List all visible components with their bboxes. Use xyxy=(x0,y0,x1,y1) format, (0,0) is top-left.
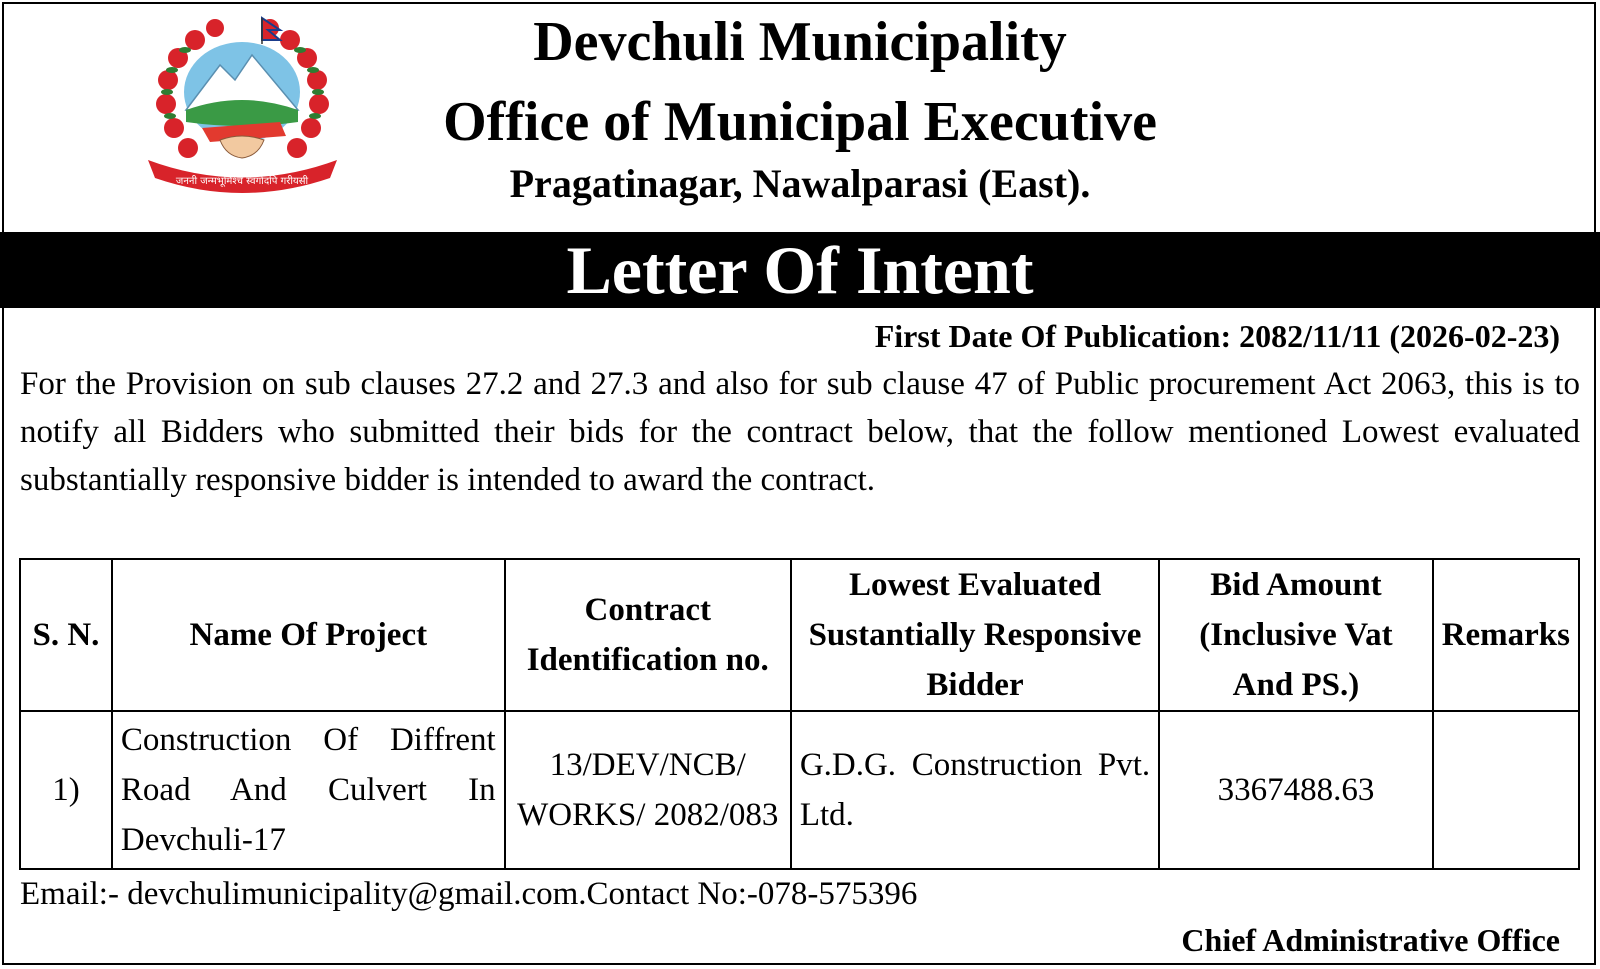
cell-remarks xyxy=(1433,711,1579,869)
table-row xyxy=(20,711,1579,869)
municipality-name: Devchuli Municipality xyxy=(533,11,1067,73)
col-header-remarks: Remarks xyxy=(1433,559,1579,711)
col-header-project: Name Of Project xyxy=(112,559,505,711)
emblem-motto: जननी जन्मभूमिश्च स्वर्गादपि गरीयसी xyxy=(175,176,309,187)
col-header-contract-id: Contract Identification no. xyxy=(505,559,791,711)
office-name: Office of Municipal Executive xyxy=(443,91,1157,153)
cell-contract-id: 13/DEV/NCB/ WORKS/ 2082/083 xyxy=(505,711,791,869)
table-header-row xyxy=(20,559,1579,711)
office-address: Pragatinagar, Nawalparasi (East). xyxy=(509,161,1091,206)
notice-body: For the Provision on sub clauses 27.2 and 27.3 and also for sub clause 47 of Public procurement Act 2063, this is to notify all Bidders who submitted their bids for the contract below, that the follow mentioned Lowest evaluated substantially responsive bidder is intended to award the contract. xyxy=(20,366,1580,498)
signatory: Chief Administrative Office xyxy=(1181,922,1560,958)
notice-title-banner: Letter Of Intent xyxy=(0,232,1600,308)
col-header-bidder: Lowest Evaluated Sustantially Responsive Bidder xyxy=(791,559,1159,711)
col-header-sn: S. N. xyxy=(20,559,112,711)
cell-sn: 1) xyxy=(20,711,112,869)
award-table xyxy=(19,558,1580,870)
cell-project: Construction Of Diffrent Road And Culvert In Devchuli-17 xyxy=(112,711,505,869)
publication-date: First Date Of Publication: 2082/11/11 (2026-02-23) xyxy=(874,318,1560,354)
cell-bidder: G.D.G. Construction Pvt. Ltd. xyxy=(791,711,1159,869)
cell-amount: 3367488.63 xyxy=(1159,711,1433,869)
col-header-amount: Bid Amount (Inclusive Vat And PS.) xyxy=(1159,559,1433,711)
contact-info: Email:- devchulimunicipality@gmail.com.Contact No:-078-575396 xyxy=(20,876,918,912)
